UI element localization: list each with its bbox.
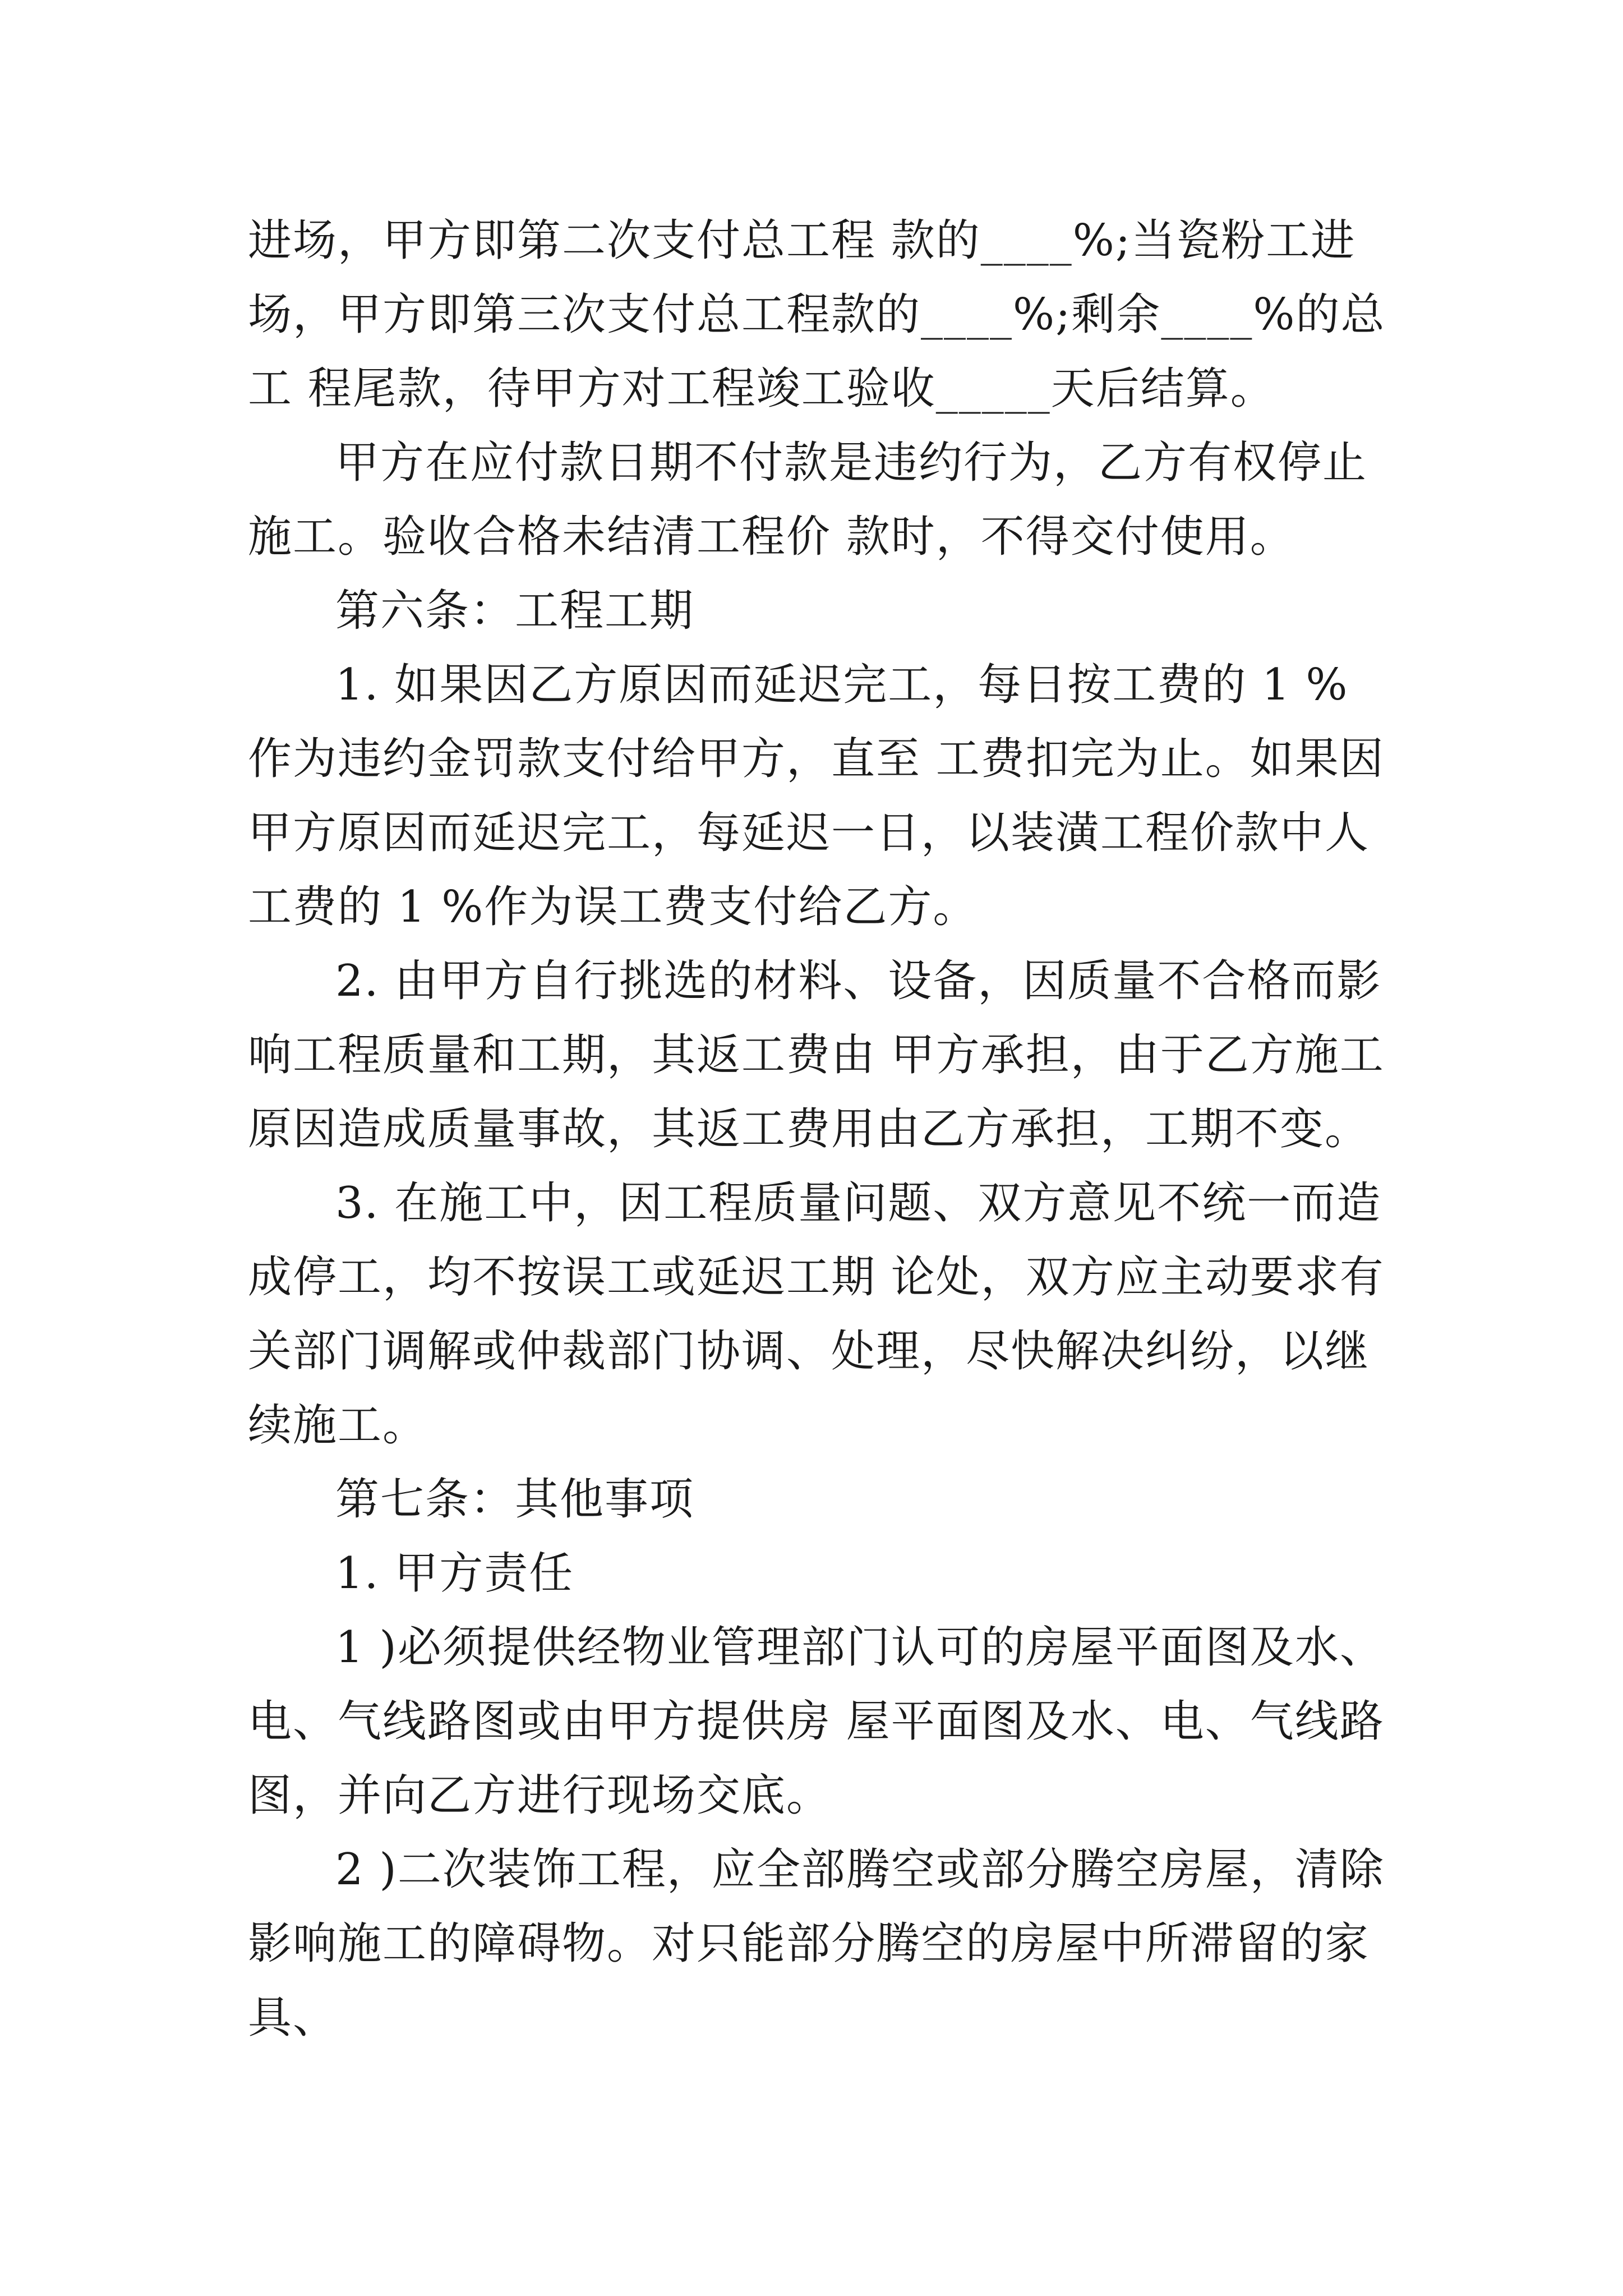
- clause-6-3: 3. 在施工中，因工程质量问题、双方意见不统一而造成停工，均不按误工或延迟工期 论处，双方应主动要求有关部门调解或仲裁部门协调、处理，尽快解决纠纷，以继续施工。: [248, 1178, 1385, 1451]
- heading-article-7: 第七条：其他事项: [335, 1474, 695, 1525]
- clause-7-1-heading: 1. 甲方责任: [335, 1548, 574, 1599]
- clause-7-1-1: 1 )必须提供经物业管理部门认可的房屋平面图及水、电、气线路图或由甲方提供房 屋平面图及水、电、气线路图，并向乙方进行现场交底。: [248, 1622, 1385, 1821]
- clause-6-2: 2. 由甲方自行挑选的材料、设备，因质量不合格而影响工程质量和工期，其返工费由 甲方承担，由于乙方施工原因造成质量事故，其返工费用由乙方承担，工期不变。: [248, 956, 1385, 1154]
- heading-article-6: 第六条：工程工期: [335, 586, 695, 636]
- paragraph-payment-schedule: 进场，甲方即第二次支付总工程 款的____%;当瓷粉工进场，甲方即第三次支付总工程款的____%;剩余____%的总工 程尾款，待甲方对工程竣工验收_____天后结算。: [248, 215, 1386, 414]
- paragraph-late-payment: 甲方在应付款日期不付款是违约行为，乙方有权停止施工。验收合格未结清工程价 款时，不得交付使用。: [248, 438, 1368, 562]
- document-body: [248, 204, 1392, 2055]
- clause-7-1-2: 2 )二次装饰工程，应全部腾空或部分腾空房屋，清除影响施工的障碍物。对只能部分腾空的房屋中所滞留的家具、: [248, 1844, 1385, 2043]
- clause-6-1: 1. 如果因乙方原因而延迟完工，每日按工费的 1 %作为违约金罚款支付给甲方，直至 工费扣完为止。如果因甲方原因而延迟完工，每延迟一日，以装潢工程价款中人工费的 1 %作为误工费支付给乙方。: [248, 660, 1385, 932]
